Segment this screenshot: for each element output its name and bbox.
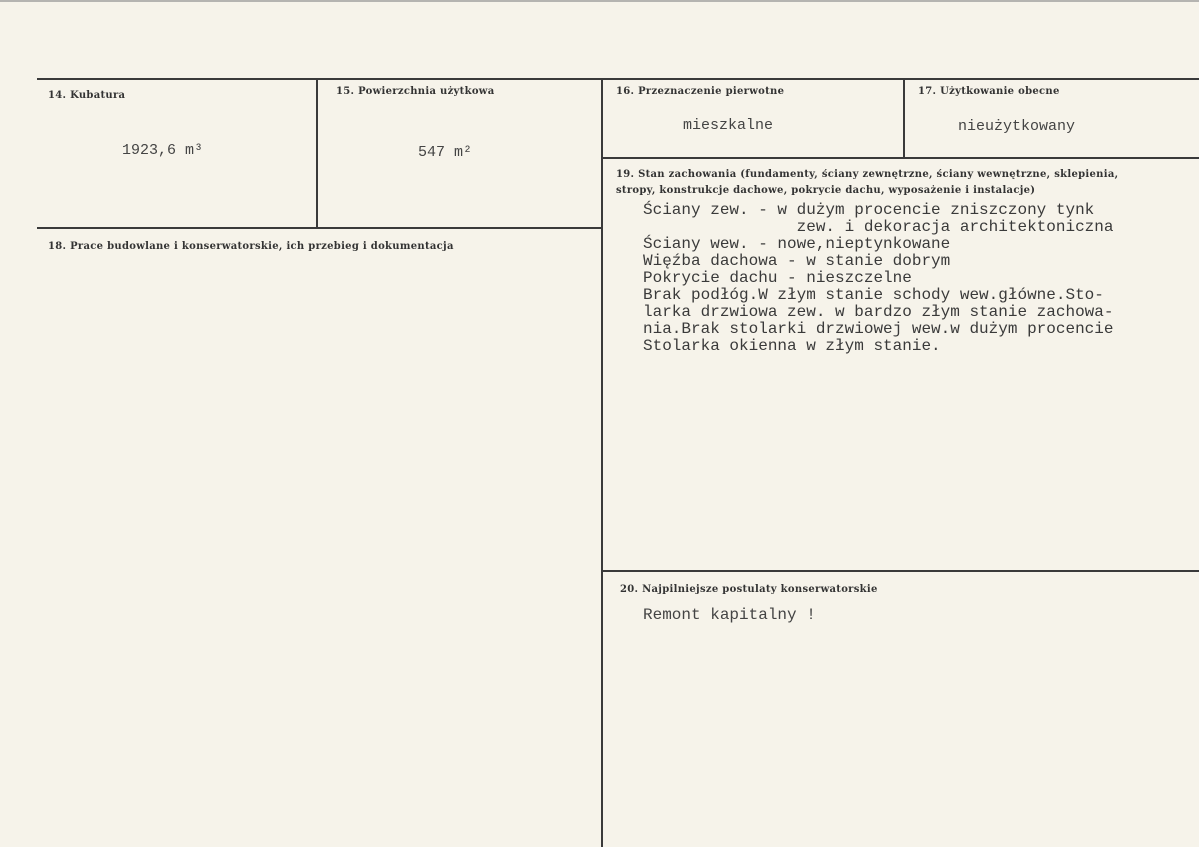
stan-line: Więźba dachowa - w stanie dobrym bbox=[643, 252, 951, 270]
kubatura-label: 14. Kubatura bbox=[48, 90, 126, 101]
stan-description bbox=[643, 202, 1113, 355]
stan-line: zew. i dekoracja architektoniczna bbox=[643, 218, 1114, 236]
stan-line: Ściany zew. - w dużym procencie zniszczony tynk bbox=[643, 201, 1095, 219]
grid-line-mid-left bbox=[37, 227, 602, 229]
stan-line: Stolarka okienna w złym stanie. bbox=[643, 337, 941, 355]
przeznaczenie-value: mieszkalne bbox=[683, 117, 774, 134]
grid-line-v-center bbox=[601, 78, 603, 847]
grid-line-v-15 bbox=[316, 78, 318, 228]
postulaty-value: Remont kapitalny ! bbox=[643, 606, 816, 624]
grid-line-mid-right bbox=[602, 157, 1199, 159]
stan-line: Pokrycie dachu - nieszczelne bbox=[643, 269, 912, 287]
grid-line-top bbox=[37, 78, 1199, 80]
top-edge-line bbox=[0, 0, 1199, 2]
przeznaczenie-label: 16. Przeznaczenie pierwotne bbox=[616, 86, 785, 97]
stan-line: larka drzwiowa zew. w bardzo złym stanie zachowa- bbox=[643, 303, 1114, 321]
stan-line: Brak podłóg.W złym stanie schody wew.główne.Sto- bbox=[643, 286, 1104, 304]
powierzchnia-value: 547 m² bbox=[418, 144, 473, 161]
powierzchnia-label: 15. Powierzchnia użytkowa bbox=[336, 86, 495, 97]
stan-label: 19. Stan zachowania (fundamenty, ściany zewnętrzne, ściany wewnętrzne, sklepienia, stropy, konstrukcje dachowe, pokrycie dachu, wyposażenie i instalacje) bbox=[616, 169, 1119, 196]
grid-line-v-17 bbox=[903, 78, 905, 158]
stan-line: nia.Brak stolarki drzwiowej wew.w dużym procencie bbox=[643, 320, 1114, 338]
postulaty-label: 20. Najpilniejsze postulaty konserwatorskie bbox=[620, 584, 878, 595]
grid-line-lower-right bbox=[602, 570, 1199, 572]
stan-line: Ściany wew. - nowe,nieptynkowane bbox=[643, 235, 951, 253]
kubatura-value: 1923,6 m³ bbox=[122, 142, 204, 159]
uzytkowanie-value: nieużytkowany bbox=[958, 118, 1076, 135]
prace-label: 18. Prace budowlane i konserwatorskie, ich przebieg i dokumentacja bbox=[48, 241, 454, 252]
uzytkowanie-label: 17. Użytkowanie obecne bbox=[918, 86, 1060, 97]
